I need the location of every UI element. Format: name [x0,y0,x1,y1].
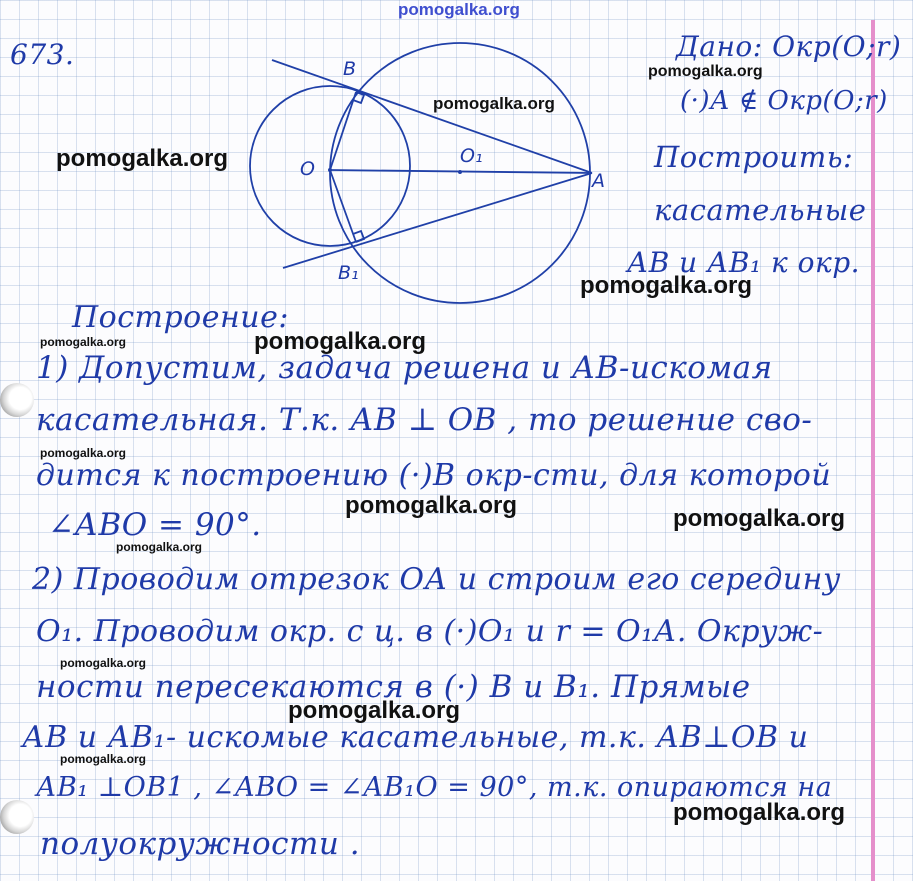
solution-line-6: О₁. Проводим окр. с ц. в (·)О₁ и r = О₁А. Окруж- [36,614,824,649]
tangent-line-ab [272,60,592,173]
watermark[interactable]: pomogalka.org [433,94,555,113]
watermark[interactable]: pomogalka.org [648,63,763,80]
label-b1: B₁ [338,262,359,284]
tangent-line-ab1 [283,173,592,268]
given-line-1: Дано: Окр(О;r) [676,30,902,63]
watermark[interactable]: pomogalka.org [116,540,203,554]
watermark[interactable]: pomogalka.org [60,656,147,670]
given-line-3: Построить: [654,140,854,174]
solution-line-8: АВ и АВ₁- искомые касательные, т.к. АВ⊥ОВ и [22,720,809,755]
watermark[interactable]: pomogalka.org [40,446,127,460]
label-a: A [592,170,605,192]
label-b: B [343,58,357,80]
solution-line-3: дится к построению (·)В окр-сти, для которой [36,458,832,493]
construction-heading: Построение: [72,300,289,335]
label-o1: O₁ [460,145,483,167]
watermark[interactable]: pomogalka.org [40,335,127,349]
center-o1-point [458,170,462,174]
solution-line-10: полуокружности . [40,826,361,862]
center-o-point [328,168,332,172]
solution-line-7: ности пересекаются в (·) В и В₁. Прямые [36,669,751,705]
top-watermark[interactable]: pomogalka.org [398,0,520,19]
solution-line-4: ∠АВО = 90°. [48,507,262,543]
solution-line-2: касательная. Т.к. АВ ⊥ ОВ , то решение сво- [36,402,813,438]
watermark[interactable]: pomogalka.org [580,272,753,299]
watermark[interactable]: pomogalka.org [60,752,147,766]
watermark[interactable]: pomogalka.org [254,328,427,355]
watermark[interactable]: pomogalka.org [673,799,846,826]
solution-line-1: 1) Допустим, задача решена и АВ-искомая [36,350,773,386]
label-o: O [300,158,315,180]
solution-line-9: АВ₁ ⊥ОВ1 , ∠АВО = ∠АВ₁О = 90°, т.к. опираются на [36,772,833,803]
given-line-2: (·)А ∉ Окр(О;r) [680,86,888,116]
problem-number: 673. [10,38,75,71]
watermark[interactable]: pomogalka.org [673,505,846,532]
watermark[interactable]: pomogalka.org [288,697,461,724]
given-line-4: касательные [654,193,867,227]
watermark[interactable]: pomogalka.org [345,492,518,519]
solution-line-5: 2) Проводим отрезок ОА и строим его середину [32,562,841,597]
given-line-5: АВ и АВ₁ к окр. [627,246,861,279]
watermark[interactable]: pomogalka.org [56,145,229,172]
radius-ob [330,92,356,170]
